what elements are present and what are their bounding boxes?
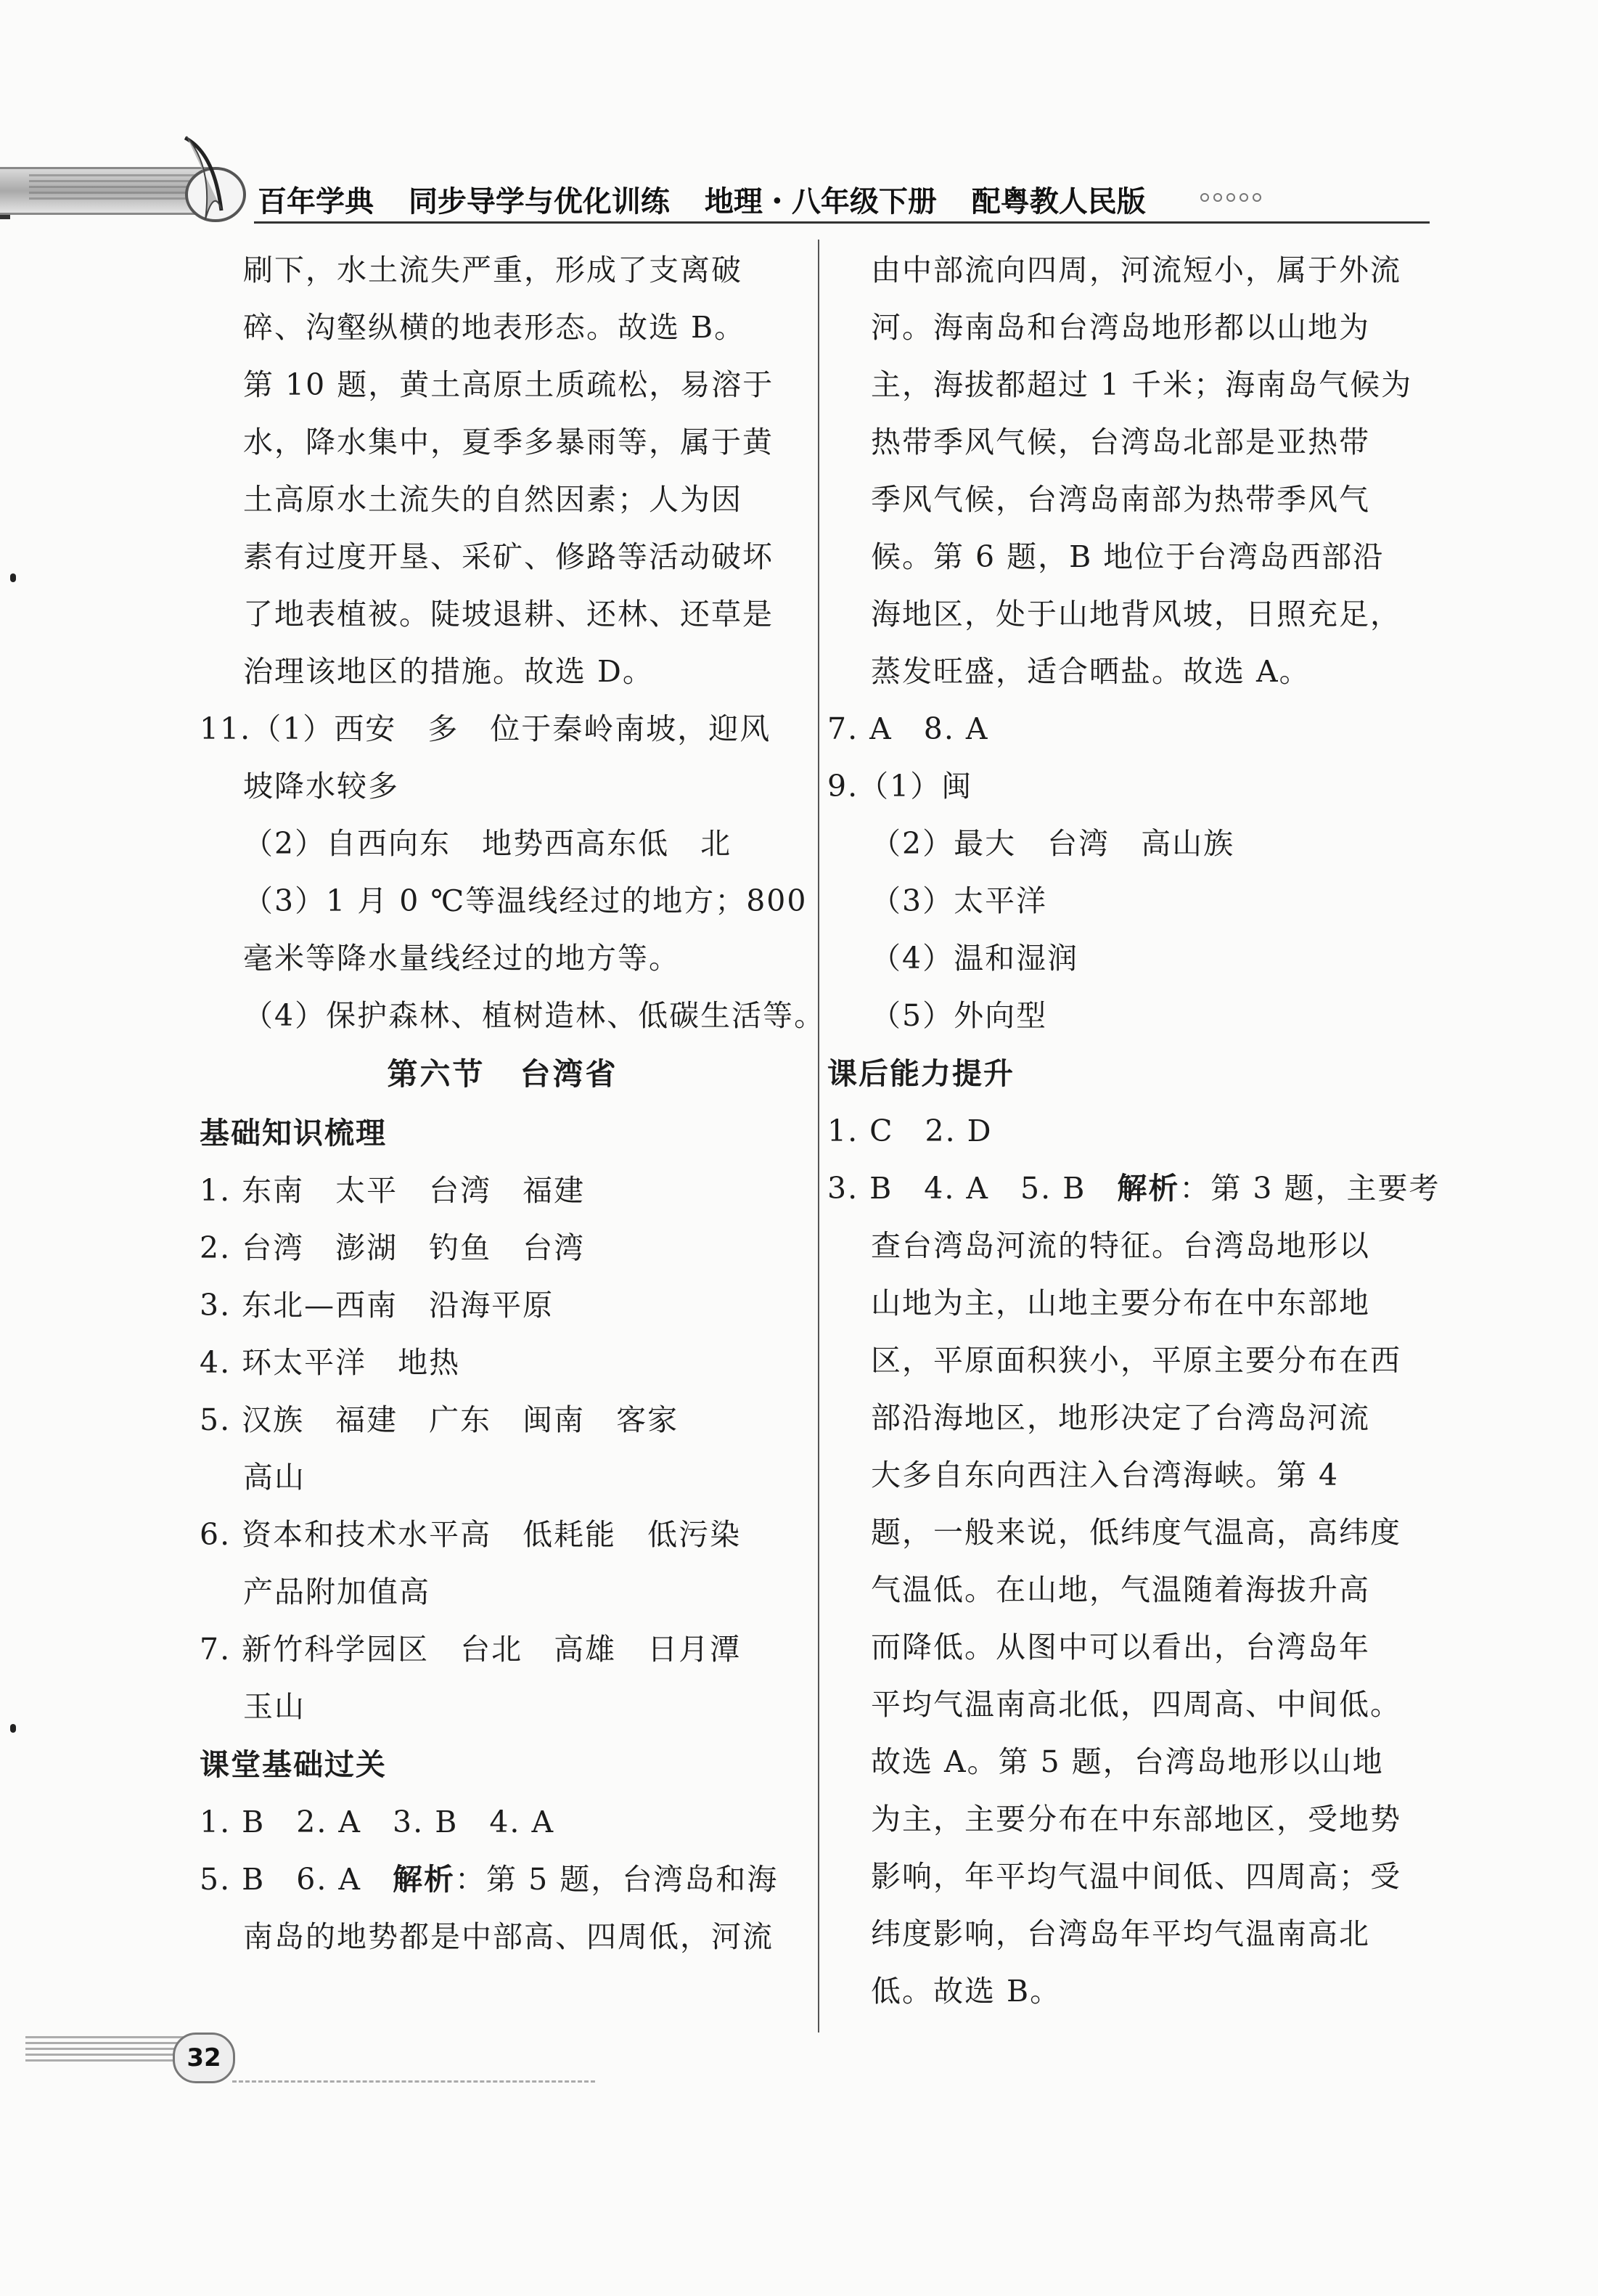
text-line: 高山 [243,1460,306,1495]
header-rule [254,221,1430,224]
right-continuation-text [827,242,1437,1045]
text-line: 河。海南岛和台湾岛地形都以山地为 [871,310,1370,345]
text-line: 坡降水较多 [243,769,399,804]
text-line: 低。故选 B。 [871,1974,1062,2009]
text-line: 区，平原面积狭小，平原主要分布在西 [871,1343,1401,1378]
after-class-heading: 课后能力提升 [827,1056,1015,1091]
text-line: 水，降水集中，夏季多暴雨等，属于黄 [243,425,774,459]
text-line: 候。第 6 题，B 地位于台湾岛西部沿 [871,539,1385,574]
text-line: 故选 A。第 5 题，台湾岛地形以山地 [871,1744,1384,1779]
analysis-line: 南岛的地势都是中部高、四周低，河流 [243,1919,774,1954]
text-line: （3）太平洋 [871,883,1048,918]
text-line: 蒸发旺盛，适合晒盐。故选 A。 [871,654,1311,689]
right-column [827,242,1441,2020]
header-title [258,179,1171,220]
analysis-label: 解析 [1117,1171,1180,1206]
text-line: 季风气候，台湾岛南部为热带季风气 [871,482,1370,517]
answer-prefix: 3. B 4. A 5. B [827,1171,1118,1206]
text-line: 刷下，水土流失严重，形成了支离破 [243,253,742,287]
class-answer-line: 1. B 2. A 3. B 4. A [200,1805,555,1839]
text-line: 7. 新竹科学园区 台北 高雄 日月潭 [200,1632,742,1667]
text-line: 题，一般来说，低纬度气温高，高纬度 [871,1515,1401,1550]
page-number: 32 [173,2033,235,2083]
text-line: 4. 环太平洋 地热 [200,1345,461,1380]
scan-speck [10,573,16,582]
text-line: （2）最大 台湾 高山族 [871,826,1235,861]
text-line: （4）温和湿润 [871,941,1079,976]
quill-logo-icon [171,123,258,232]
scan-speck [10,1724,16,1733]
header-brand: 百年学典 [258,185,374,218]
text-line: 主，海拔都超过 1 千米；海南岛气候为 [871,367,1413,402]
text-line: 1. 东南 太平 台湾 福建 [200,1173,586,1208]
analysis-text: ：第 5 题，台湾岛和海 [455,1862,779,1897]
basic-knowledge-answers [200,1162,806,1736]
class-answer-line [200,1851,806,1908]
text-line: 影响，年平均气温中间低、四周高；受 [871,1859,1401,1894]
text-line: 纬度影响，台湾岛年平均气温南高北 [871,1916,1370,1951]
left-column [200,242,826,1966]
after-answer-line: 1. C 2. D [827,1114,993,1148]
text-line: 大多自东向西注入台湾海峡。第 4 [871,1458,1340,1492]
text-line: 6. 资本和技术水平高 低耗能 低污染 [200,1517,742,1552]
text-line: 3. 东北—西南 沿海平原 [200,1288,554,1323]
text-line: 治理该地区的措施。故选 D。 [243,654,654,689]
text-line: 部沿海地区，地形决定了台湾岛河流 [871,1400,1370,1435]
text-line: 而降低。从图中可以看出，台湾岛年 [871,1630,1370,1664]
answer-prefix: 5. B 6. A [200,1862,393,1897]
text-line: 11.（1）西安 多 位于秦岭南坡，迎风 [200,711,771,746]
footer-dashed-rule [232,2080,595,2083]
text-line: 第 10 题，黄土高原土质疏松，易溶于 [243,367,774,402]
text-line: 热带季风气候，台湾岛北部是亚热带 [871,425,1370,459]
section-number: 第六节 [387,1056,485,1092]
text-line: 5. 汉族 福建 广东 闽南 客家 [200,1402,679,1437]
after-analysis-text [827,1217,1437,2020]
left-continuation-text [200,242,826,1045]
text-line: 7. A 8. A [827,711,989,746]
class-practice-heading: 课堂基础过关 [200,1747,387,1782]
text-line: 产品附加值高 [243,1574,430,1609]
text-line: （3）1 月 0 ℃等温线经过的地方；800 [243,883,808,918]
after-answer-line [827,1160,1441,1217]
text-line: 平均气温南高北低，四周高、中间低。 [871,1687,1401,1722]
section-name: 台湾省 [520,1056,618,1092]
footer-stripes [25,2036,185,2065]
text-line: 为主，主要分布在中东部地区，受地势 [871,1802,1401,1837]
text-line: 碎、沟壑纵横的地表形态。故选 B。 [243,310,746,345]
header-subject: 地理・八年级下册 [704,185,937,218]
text-line: 2. 台湾 澎湖 钓鱼 台湾 [200,1230,586,1265]
text-line: 气温低。在山地，气温随着海拔升高 [871,1572,1370,1607]
text-line: 9.（1）闽 [827,769,973,804]
text-line: 查台湾岛河流的特征。台湾岛地形以 [871,1228,1370,1263]
analysis-text: ：第 3 题，主要考 [1179,1171,1441,1206]
text-line: （5）外向型 [871,998,1048,1033]
text-line: 素有过度开垦、采矿、修路等活动破坏 [243,539,774,574]
header-dots [1199,190,1271,205]
text-line: 海地区，处于山地背风坡，日照充足， [871,597,1401,632]
header-series: 同步导学与优化训练 [408,185,670,218]
text-line: 毫米等降水量线经过的地方等。 [243,941,680,976]
analysis-label: 解析 [393,1862,456,1897]
header-edition: 配粤教人民版 [971,185,1146,218]
text-line: 了地表植被。陡坡退耕、还林、还草是 [243,597,774,632]
text-line: （2）自西向东 地势西高东低 北 [243,826,732,861]
text-line: 山地为主，山地主要分布在中东部地 [871,1286,1370,1320]
text-line: 玉山 [243,1689,306,1724]
text-line: （4）保护森林、植树造林、低碳生活等。 [243,998,826,1033]
basic-knowledge-heading: 基础知识梳理 [200,1116,387,1151]
column-divider [818,240,819,2033]
text-line: 由中部流向四周，河流短小，属于外流 [871,253,1401,287]
text-line: 土高原水土流失的自然因素；人为因 [243,482,742,517]
section-title [200,1045,806,1104]
